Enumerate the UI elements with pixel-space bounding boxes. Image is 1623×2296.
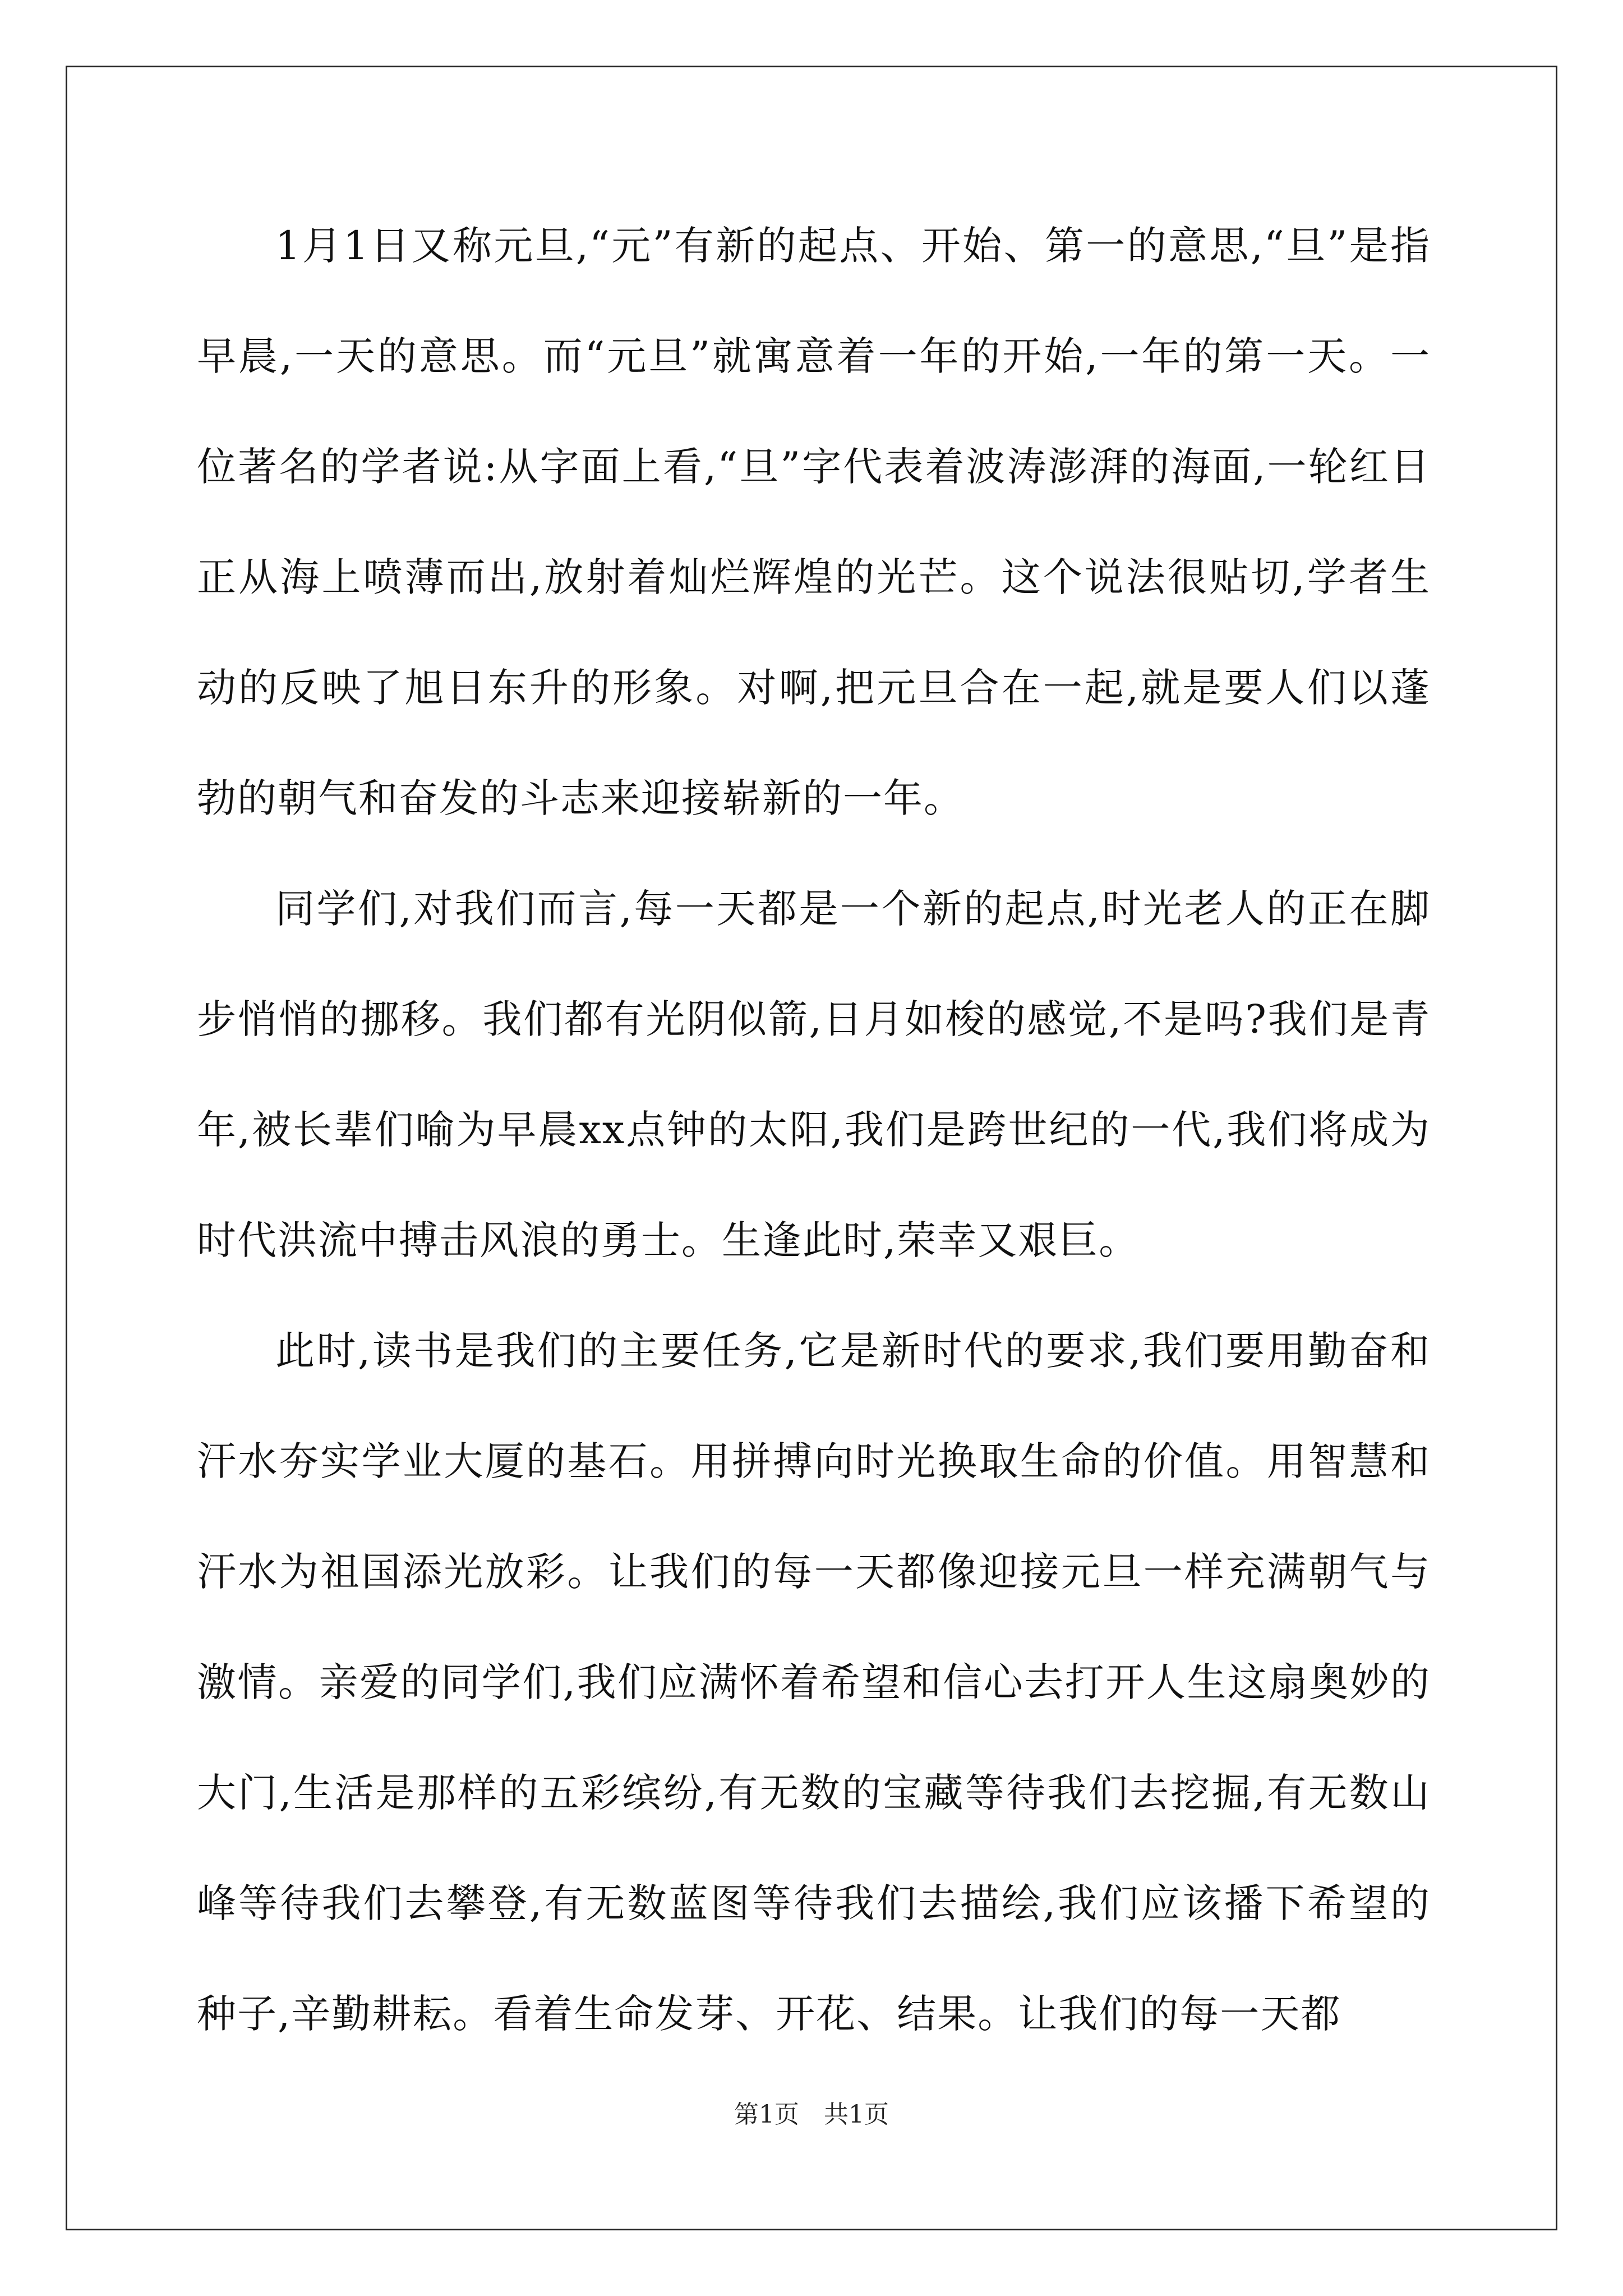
paragraph-2: 同学们,对我们而言,每一天都是一个新的起点,时光老人的正在脚步悄悄的挪移。我们都有光阴似箭,日月如梭的感觉,不是吗?我们是青年,被长辈们喻为早晨xx点钟的太阳,我们是跨世纪的一代,我们将成为时代洪流中搏击风浪的勇士。生逢此时,荣幸又艰巨。	[197, 886, 1431, 1263]
paragraph-3: 此时,读书是我们的主要任务,它是新时代的要求,我们要用勤奋和汗水夯实学业大厦的基石。用拼搏向时光换取生命的价值。用智慧和汗水为祖国添光放彩。让我们的每一天都像迎接元旦一样充满朝气与激情。亲爱的同学们,我们应满怀着希望和信心去打开人生这扇奥妙的大门,生活是那样的五彩缤纷,有无数的宝藏等待我们去挖掘,有无数山峰等待我们去攀登,有无数蓝图等待我们去描绘,我们应该播下希望的种子,辛勤耕耘。看着生命发芽、开花、结果。让我们的每一天都	[197, 1328, 1431, 2037]
document-body	[197, 191, 1431, 2069]
paragraph-1: 1月1日又称元旦,“元”有新的起点、开始、第一的意思,“旦”是指早晨,一天的意思。而“元旦”就寓意着一年的开始,一年的第一天。一位著名的学者说:从字面上看,“旦”字代表着波涛澎湃的海面,一轮红日正从海上喷薄而出,放射着灿烂辉煌的光芒。这个说法很贴切,学者生动的反映了旭日东升的形象。对啊,把元旦合在一起,就是要人们以蓬勃的朝气和奋发的斗志来迎接崭新的一年。	[197, 223, 1431, 821]
page-footer: 第1页 共1页	[734, 2100, 889, 2129]
